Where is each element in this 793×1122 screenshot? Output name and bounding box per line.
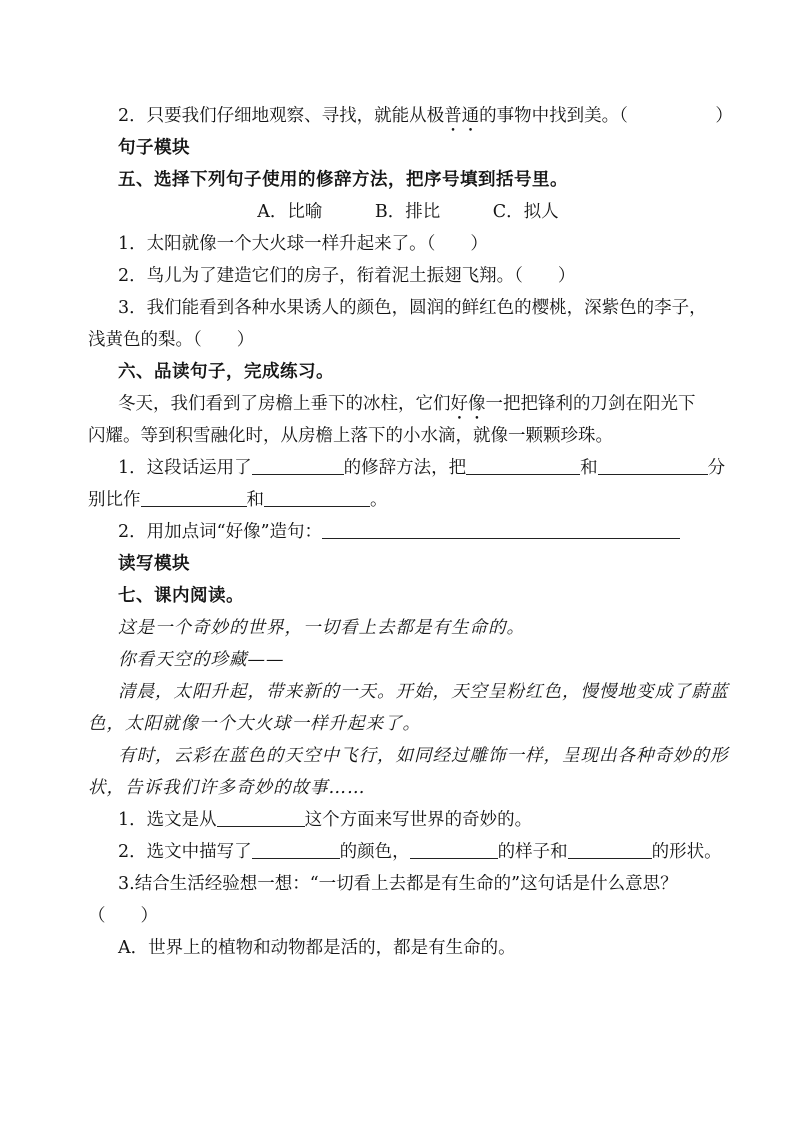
fill-in-blank-line <box>568 840 652 859</box>
text-run: 和 <box>246 490 264 510</box>
text-run: 2．选文中描写了 <box>118 842 252 862</box>
fill-in-blank-line <box>410 840 498 859</box>
item-1-rhetoric-fill <box>88 452 728 484</box>
reading-line-1 <box>88 612 728 644</box>
option-a-living-things <box>88 932 728 964</box>
item-3-meaning-question <box>88 868 728 900</box>
text-run: 五、选择下列句子使用的修辞方法，把序号填到括号里。 <box>118 170 568 190</box>
item-1-sun-fireball <box>88 228 728 260</box>
text-run: 你看天空的珍藏—— <box>118 650 285 670</box>
dot-emphasized-word: 好像 <box>450 394 486 414</box>
text-run: 1．选文是从 <box>118 810 217 830</box>
heading-reading-writing-module <box>88 548 728 580</box>
text-run: 七、课内阅读。 <box>118 586 244 606</box>
text-run: 1．这段话运用了 <box>118 458 252 478</box>
item-1-rhetoric-fill-cont <box>88 484 728 516</box>
item-2-observe-sentence <box>88 100 733 132</box>
heading-section-7 <box>88 580 728 612</box>
text-run: 。 <box>370 490 388 510</box>
text-run: （ ） <box>88 906 158 926</box>
text-run: 状，告诉我们许多奇妙的故事…… <box>88 778 366 798</box>
reading-line-2 <box>88 644 728 676</box>
text-run: 六、品读句子，完成练习。 <box>118 362 334 382</box>
fill-in-blank-line <box>252 456 344 475</box>
text-run: 冬天，我们看到了房檐上垂下的冰柱，它们 <box>118 394 451 414</box>
item-2-birds-nest <box>88 260 728 292</box>
text-run: 和 <box>580 458 598 478</box>
text-run: 分 <box>707 458 726 478</box>
reading-line-6 <box>88 772 728 804</box>
passage-winter-line-2 <box>88 420 728 452</box>
text-run: 的修辞方法，把 <box>343 458 467 478</box>
text-run: 一把把锋利的刀剑在阳光下 <box>485 394 696 414</box>
fill-in-blank-line <box>264 488 370 507</box>
fill-in-blank-line <box>252 840 340 859</box>
text-run: 别比作 <box>88 490 141 510</box>
text-run: 2．鸟儿为了建造它们的房子，衔着泥土振翅飞翔。（ ） <box>118 266 576 286</box>
item-3-fruit-colors-cont <box>88 324 728 356</box>
text-run: 3.结合生活经验想一想：“一切看上去都是有生命的”这句话是什么意思？ <box>118 874 678 894</box>
reading-line-5 <box>88 740 728 772</box>
heading-sentence-module <box>88 132 728 164</box>
heading-section-5 <box>88 164 728 196</box>
item-1-aspect-fill <box>88 804 728 836</box>
text-run: 句子模块 <box>118 138 190 158</box>
text-run: A．比喻 B．排比 C．拟人 <box>257 202 559 222</box>
reading-line-4 <box>88 708 728 740</box>
text-run: 闪耀。等到积雪融化时，从房檐上落下的小水滴，就像一颗颗珍珠。 <box>88 426 613 446</box>
text-run: 的形状。 <box>651 842 722 862</box>
fill-in-blank-line <box>322 520 680 539</box>
text-run: 1．太阳就像一个大火球一样升起来了。（ ） <box>118 234 488 254</box>
text-run: 的事物中找到美。（ ） <box>479 106 733 126</box>
text-run: 这个方面来写世界的奇妙的。 <box>304 810 533 830</box>
text-run: 有时，云彩在蓝色的天空中飞行，如同经过雕饰一样，呈现出各种奇妙的形 <box>118 746 729 766</box>
passage-winter-line-1 <box>88 388 728 420</box>
text-run: 的样子和 <box>497 842 568 862</box>
text-run: 2．用加点词“好像”造句： <box>118 522 323 542</box>
item-2-describe-fill <box>88 836 728 868</box>
text-run: 色，太阳就像一个大火球一样升起来了。 <box>88 714 421 734</box>
item-3-answer-bracket <box>88 900 728 932</box>
document-lines <box>88 100 733 964</box>
fill-in-blank-line <box>466 456 580 475</box>
text-run: 3．我们能看到各种水果诱人的颜色，圆润的鲜红色的樱桃，深紫色的李子， <box>118 298 707 318</box>
text-run: 浅黄色的梨。（ ） <box>88 330 255 350</box>
reading-line-3 <box>88 676 728 708</box>
text-run: 读写模块 <box>118 554 190 574</box>
fill-in-blank-line <box>141 488 247 507</box>
fill-in-blank-line <box>598 456 708 475</box>
heading-section-6 <box>88 356 728 388</box>
options-rhetoric-abc <box>88 196 728 228</box>
item-2-make-sentence <box>88 516 728 548</box>
text-run: 这是一个奇妙的世界，一切看上去都是有生命的。 <box>118 618 525 638</box>
text-run: A．世界上的植物和动物都是活的，都是有生命的。 <box>118 938 516 958</box>
text-run: 的颜色， <box>339 842 410 862</box>
fill-in-blank-line <box>217 808 305 827</box>
item-3-fruit-colors <box>88 292 728 324</box>
dot-emphasized-word: 普通 <box>444 106 480 126</box>
text-run: 2．只要我们仔细地观察、寻找，就能从极 <box>118 106 445 126</box>
text-run: 清晨，太阳升起，带来新的一天。开始，天空呈粉红色，慢慢地变成了蔚蓝 <box>118 682 729 702</box>
